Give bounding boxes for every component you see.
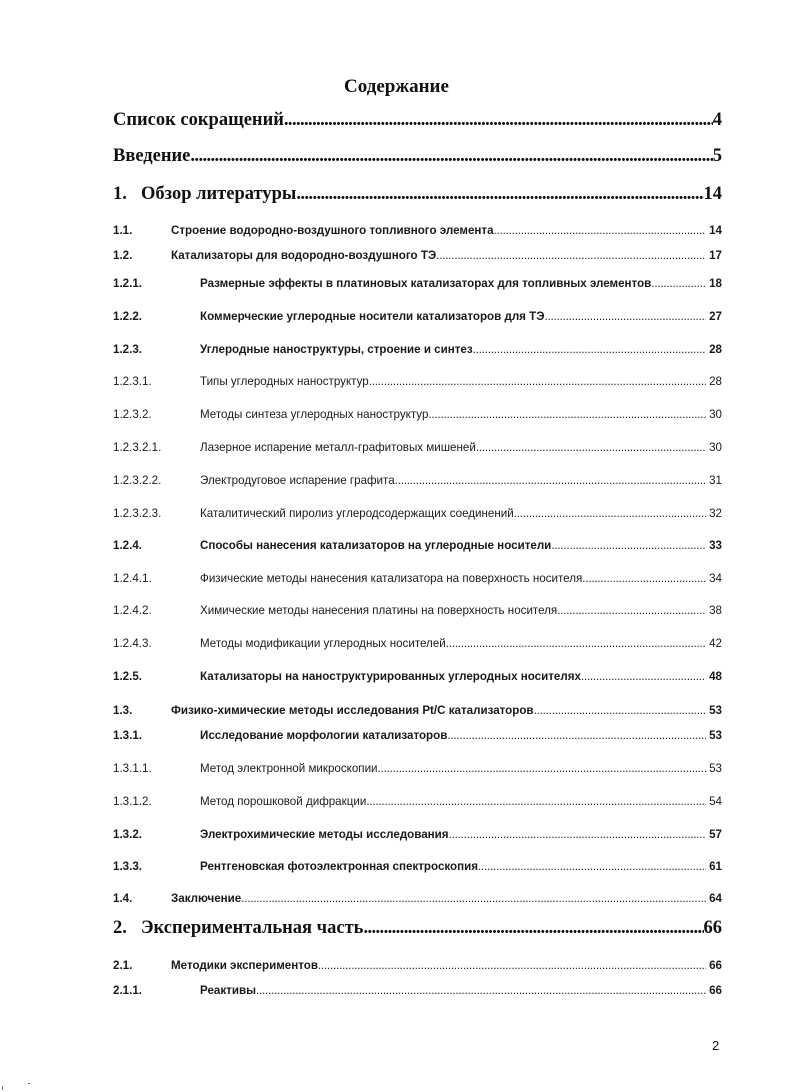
dot-leader (545, 310, 707, 323)
toc-entry-page: 66 (709, 984, 722, 997)
toc-entry-text: Строение водородно-воздушного топливного элемента (171, 224, 494, 237)
toc-entry-page: 14 (709, 224, 722, 237)
dot-leader (446, 637, 706, 650)
toc-entry-1-2-4-1[interactable] (113, 572, 722, 585)
toc-entry-text: Методики экспериментов (171, 959, 318, 972)
toc-entry-page: 18 (709, 277, 722, 290)
toc-entry-1-2-4-2[interactable] (113, 604, 722, 617)
dot-leader (378, 762, 707, 775)
dot-leader (449, 828, 707, 841)
toc-entry-number: 1.2.4. (113, 539, 143, 552)
dot-leader (514, 507, 706, 520)
toc-entry-1-3[interactable] (113, 704, 722, 717)
toc-entry-text: Список сокращений (113, 110, 284, 130)
dot-leader (395, 474, 706, 487)
dot-leader (473, 343, 706, 356)
toc-entry-text: Физические методы нанесения катализатора на поверхность носителя (200, 572, 583, 585)
toc-entry-text: Рентгеновская фотоэлектронная спектроскопия (200, 860, 479, 873)
toc-entry-page: 28 (709, 343, 722, 356)
toc-entry-text: Химические методы нанесения платины на поверхность носителя (200, 604, 558, 617)
toc-entry-number: 1.3.1. (113, 729, 143, 742)
toc-entry-1-2-3-2-3[interactable] (113, 507, 722, 520)
toc-entry-text: Заключение (171, 892, 242, 905)
dot-leader (551, 539, 706, 552)
toc-entry-number: 1.2. (113, 249, 133, 262)
toc-entry-page: 38 (709, 604, 722, 617)
toc-entry-text: Каталитический пиролиз углеродсодержащих соединений (200, 507, 514, 520)
toc-entry-page: 53 (709, 729, 722, 742)
toc-entry-1-2-3-2-2[interactable] (113, 474, 722, 487)
page-number: 2 (712, 1038, 720, 1053)
toc-title: Содержание (344, 76, 449, 97)
toc-entry-page: 57 (709, 828, 722, 841)
dot-leader (190, 146, 712, 167)
toc-entry-page: 31 (709, 474, 722, 487)
dot-leader (366, 795, 706, 808)
toc-entry-page: 42 (709, 637, 722, 650)
toc-entry-1-3-1-2[interactable] (113, 795, 722, 808)
toc-entry-2-1-1[interactable] (113, 984, 722, 997)
dot-leader (581, 670, 706, 683)
toc-entry-number: 1.2.3. (113, 343, 143, 356)
toc-entry-text: Электрохимические методы исследования (200, 828, 449, 841)
toc-entry-number: 1.2.1. (113, 277, 143, 290)
dot-leader (494, 224, 707, 237)
toc-entry-page: 54 (709, 795, 722, 808)
toc-entry-page: 5 (712, 146, 722, 166)
toc-entry-1-1[interactable] (113, 224, 722, 237)
toc-entry-page: 17 (709, 249, 722, 262)
dot-leader (582, 572, 706, 585)
toc-entry-text: Типы углеродных наноструктур (200, 375, 369, 388)
toc-entry-1-2-4[interactable] (113, 539, 722, 552)
dot-leader (369, 375, 706, 388)
toc-entry-1-3-1-1[interactable] (113, 762, 722, 775)
toc-entry-text: Электродуговое испарение графита (200, 474, 395, 487)
dot-leader (447, 729, 706, 742)
toc-entry-number: 2.1. (113, 959, 133, 972)
dot-leader (241, 892, 706, 905)
toc-entry-number: 1.3.3. (113, 860, 143, 873)
toc-entry-text: Физико-химические методы исследования Pt/C катализаторов (171, 704, 534, 717)
toc-entry-1-3-3[interactable] (113, 860, 722, 873)
toc-entry-text: Коммерческие углеродные носители катализаторов для ТЭ (200, 310, 545, 323)
dot-leader (284, 110, 713, 131)
toc-entry-number: 1.3.1.2. (113, 795, 152, 808)
toc-entry-page: 48 (709, 670, 722, 683)
toc-entry-text: Экспериментальная часть (141, 918, 364, 938)
toc-entry-number: 1.2.3.2.3. (113, 507, 162, 520)
toc-entry-1-2-2[interactable] (113, 310, 722, 323)
toc-entry-text: Углеродные наноструктуры, строение и синтез (200, 343, 473, 356)
toc-entry-page: 30 (709, 408, 722, 421)
dot-leader (363, 918, 703, 939)
dot-leader (436, 249, 706, 262)
toc-entry-page: 64 (709, 892, 722, 905)
toc-entry-page: 30 (709, 441, 722, 454)
toc-entry-text: Способы нанесения катализаторов на углеродные носители (200, 539, 552, 552)
dot-leader (534, 704, 707, 717)
toc-entry-text: Катализаторы для водородно-воздушного ТЭ (171, 249, 437, 262)
dot-leader (318, 959, 706, 972)
toc-entry-number: 1.2.3.2. (113, 408, 152, 421)
toc-entry-1-3-1[interactable] (113, 729, 722, 742)
toc-entry-number: 1.2.5. (113, 670, 143, 683)
toc-entry-text: Методы модификации углеродных носителей (200, 637, 446, 650)
toc-entry-page: 4 (712, 110, 722, 130)
toc-entry-text: Катализаторы на наноструктурированных углеродных носителях (200, 670, 581, 683)
toc-entry-text: Введение (113, 146, 191, 166)
toc-entry-1-2-3-1[interactable] (113, 375, 722, 388)
toc-entry-number: 1.3. (113, 704, 133, 717)
toc-entry-number: 2. (113, 918, 127, 938)
toc-entry-1-4[interactable] (113, 892, 722, 905)
dot-leader (476, 441, 706, 454)
toc-entry-1-2-5[interactable] (113, 670, 722, 683)
toc-entry-chapter-2[interactable] (113, 918, 722, 939)
toc-entry-1-2-3-2[interactable] (113, 408, 722, 421)
scan-artifacts (0, 1080, 60, 1092)
toc-entry-page: 61 (709, 860, 722, 873)
toc-entry-1-2-3[interactable] (113, 343, 722, 356)
toc-entry-page: 28 (709, 375, 722, 388)
dot-leader (256, 984, 706, 997)
toc-entry-text: Реактивы (200, 984, 256, 997)
toc-entry-page: 66 (703, 918, 722, 938)
dot-leader (651, 277, 706, 290)
toc-entry-number: 1.2.4.1. (113, 572, 152, 585)
toc-entry-number: 1.2.4.3. (113, 637, 152, 650)
toc-entry-number: 1. (113, 184, 127, 204)
toc-entry-number: 1.2.3.1. (113, 375, 152, 388)
toc-entry-page: 32 (709, 507, 722, 520)
dot-leader (557, 604, 706, 617)
toc-entry-1-2-1[interactable] (113, 277, 722, 290)
toc-entry-2-1[interactable] (113, 959, 722, 972)
dot-leader (428, 408, 706, 421)
toc-entry-text: Метод электронной микроскопии (200, 762, 378, 775)
toc-entry-1-2-4-3[interactable] (113, 637, 722, 650)
toc-entry-number: 2.1.1. (113, 984, 143, 997)
toc-entry-page: 53 (709, 762, 722, 775)
toc-entry-abbreviations[interactable] (113, 110, 722, 131)
toc-entry-text: Исследование морфологии катализаторов (200, 729, 448, 742)
toc-entry-page: 33 (709, 539, 722, 552)
toc-entry-1-3-2[interactable] (113, 828, 722, 841)
toc-entry-text: Размерные эффекты в платиновых катализаторах для топливных элементов (200, 277, 652, 290)
dot-leader (296, 184, 703, 205)
toc-entry-number: 1.4. (113, 892, 133, 905)
toc-entry-number: 1.2.3.2.1. (113, 441, 162, 454)
toc-entry-text: Обзор литературы (141, 184, 297, 204)
toc-entry-page: 27 (709, 310, 722, 323)
toc-entry-text: Методы синтеза углеродных наноструктур (200, 408, 429, 421)
toc-entry-page: 53 (709, 704, 722, 717)
toc-entry-number: 1.3.2. (113, 828, 143, 841)
dot-leader (478, 860, 706, 873)
toc-entry-text: Метод порошковой дифракции (200, 795, 367, 808)
toc-entry-number: 1.2.3.2.2. (113, 474, 162, 487)
toc-entry-number: 1.2.4.2. (113, 604, 152, 617)
toc-entry-number: 1.1. (113, 224, 133, 237)
toc-entry-1-2[interactable] (113, 249, 722, 262)
toc-entry-page: 66 (709, 959, 722, 972)
toc-entry-page: 34 (709, 572, 722, 585)
toc-entry-chapter-1[interactable] (113, 184, 722, 205)
toc-entry-page: 14 (703, 184, 722, 204)
toc-entry-1-2-3-2-1[interactable] (113, 441, 722, 454)
toc-entry-introduction[interactable] (113, 146, 722, 167)
toc-entry-number: 1.2.2. (113, 310, 143, 323)
toc-entry-text: Лазерное испарение металл-графитовых мишеней (200, 441, 476, 454)
toc-entry-number: 1.3.1.1. (113, 762, 152, 775)
